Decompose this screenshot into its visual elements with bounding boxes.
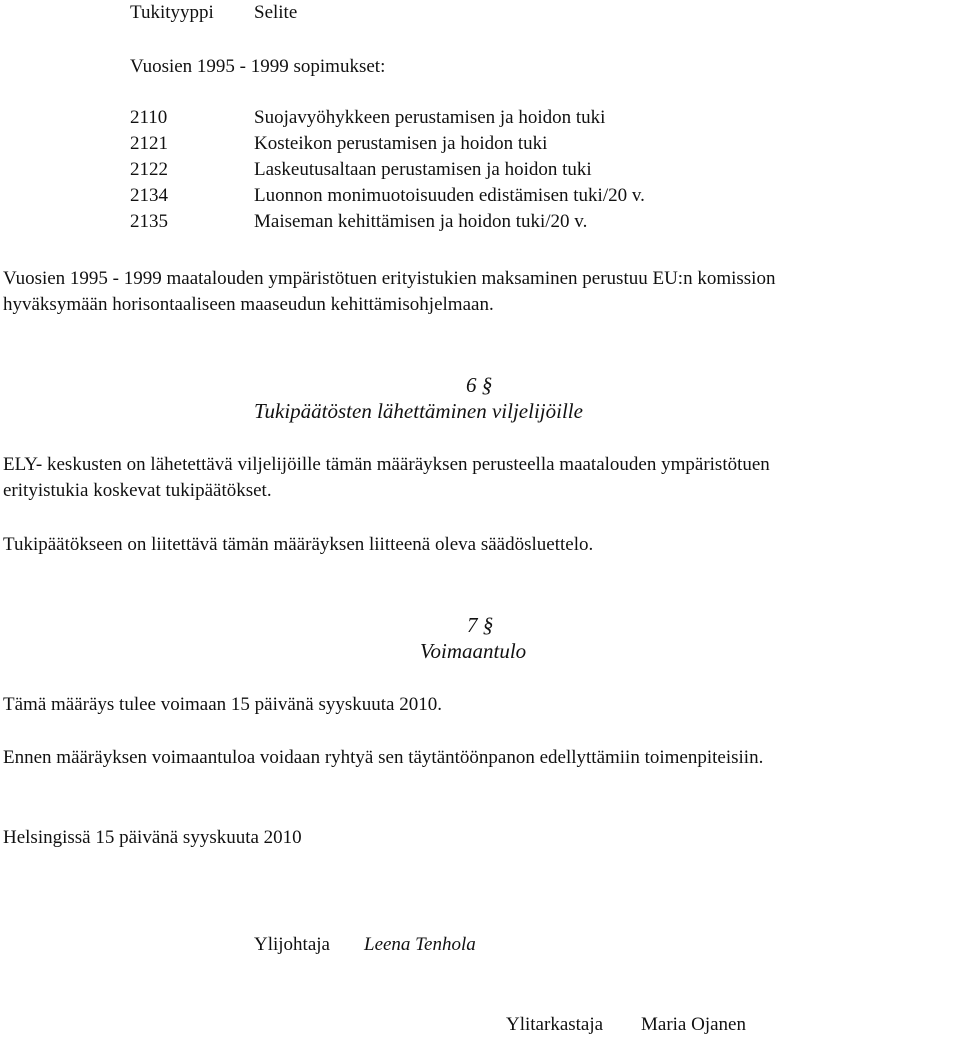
contracts-heading: Vuosien 1995 - 1999 sopimukset: [130, 56, 386, 77]
support-description: Suojavyöhykkeen perustamisen ja hoidon tuki [254, 107, 606, 128]
support-code: 2134 [130, 185, 168, 206]
section-6-number: 6 § [466, 373, 493, 397]
support-description: Kosteikon perustamisen ja hoidon tuki [254, 133, 548, 154]
section-6-title: Tukipäätösten lähettäminen viljelijöille [254, 399, 583, 423]
column-header-description: Selite [254, 2, 298, 23]
signature-1-name: Leena Tenhola [364, 934, 476, 955]
signature-2-name: Maria Ojanen [641, 1014, 746, 1035]
section-6-paragraph-1-line-1: ELY- keskusten on lähetettävä viljelijöille tämän määräyksen perusteella maatalouden ympäristötuen [3, 454, 770, 475]
column-header-type: Tukityyppi [130, 2, 214, 23]
support-description: Laskeutusaltaan perustamisen ja hoidon tuki [254, 159, 592, 180]
section-7-title: Voimaantulo [420, 639, 527, 663]
basis-paragraph-line-2: hyväksymään horisontaaliseen maaseudun kehittämisohjelmaan. [3, 294, 494, 315]
support-code: 2135 [130, 211, 168, 232]
section-7-number: 7 § [467, 613, 494, 637]
section-7-paragraph-1: Tämä määräys tulee voimaan 15 päivänä syyskuuta 2010. [3, 694, 442, 715]
section-7-paragraph-2: Ennen määräyksen voimaantuloa voidaan ryhtyä sen täytäntöönpanon edellyttämiin toimenpiteisiin. [3, 747, 764, 768]
section-6-paragraph-1-line-2: erityistukia koskevat tukipäätökset. [3, 480, 272, 501]
support-description: Luonnon monimuotoisuuden edistämisen tuki/20 v. [254, 185, 645, 206]
support-code: 2122 [130, 159, 168, 180]
support-code: 2110 [130, 107, 168, 128]
signature-1-title: Ylijohtaja [254, 934, 330, 955]
basis-paragraph-line-1: Vuosien 1995 - 1999 maatalouden ympäristötuen erityistukien maksaminen perustuu EU:n komission [3, 268, 776, 289]
place-date: Helsingissä 15 päivänä syyskuuta 2010 [3, 827, 302, 848]
section-6-paragraph-2: Tukipäätökseen on liitettävä tämän määräyksen liitteenä oleva säädösluettelo. [3, 534, 594, 555]
support-code: 2121 [130, 133, 168, 154]
support-description: Maiseman kehittämisen ja hoidon tuki/20 v. [254, 211, 588, 232]
signature-2-title: Ylitarkastaja [506, 1014, 604, 1035]
